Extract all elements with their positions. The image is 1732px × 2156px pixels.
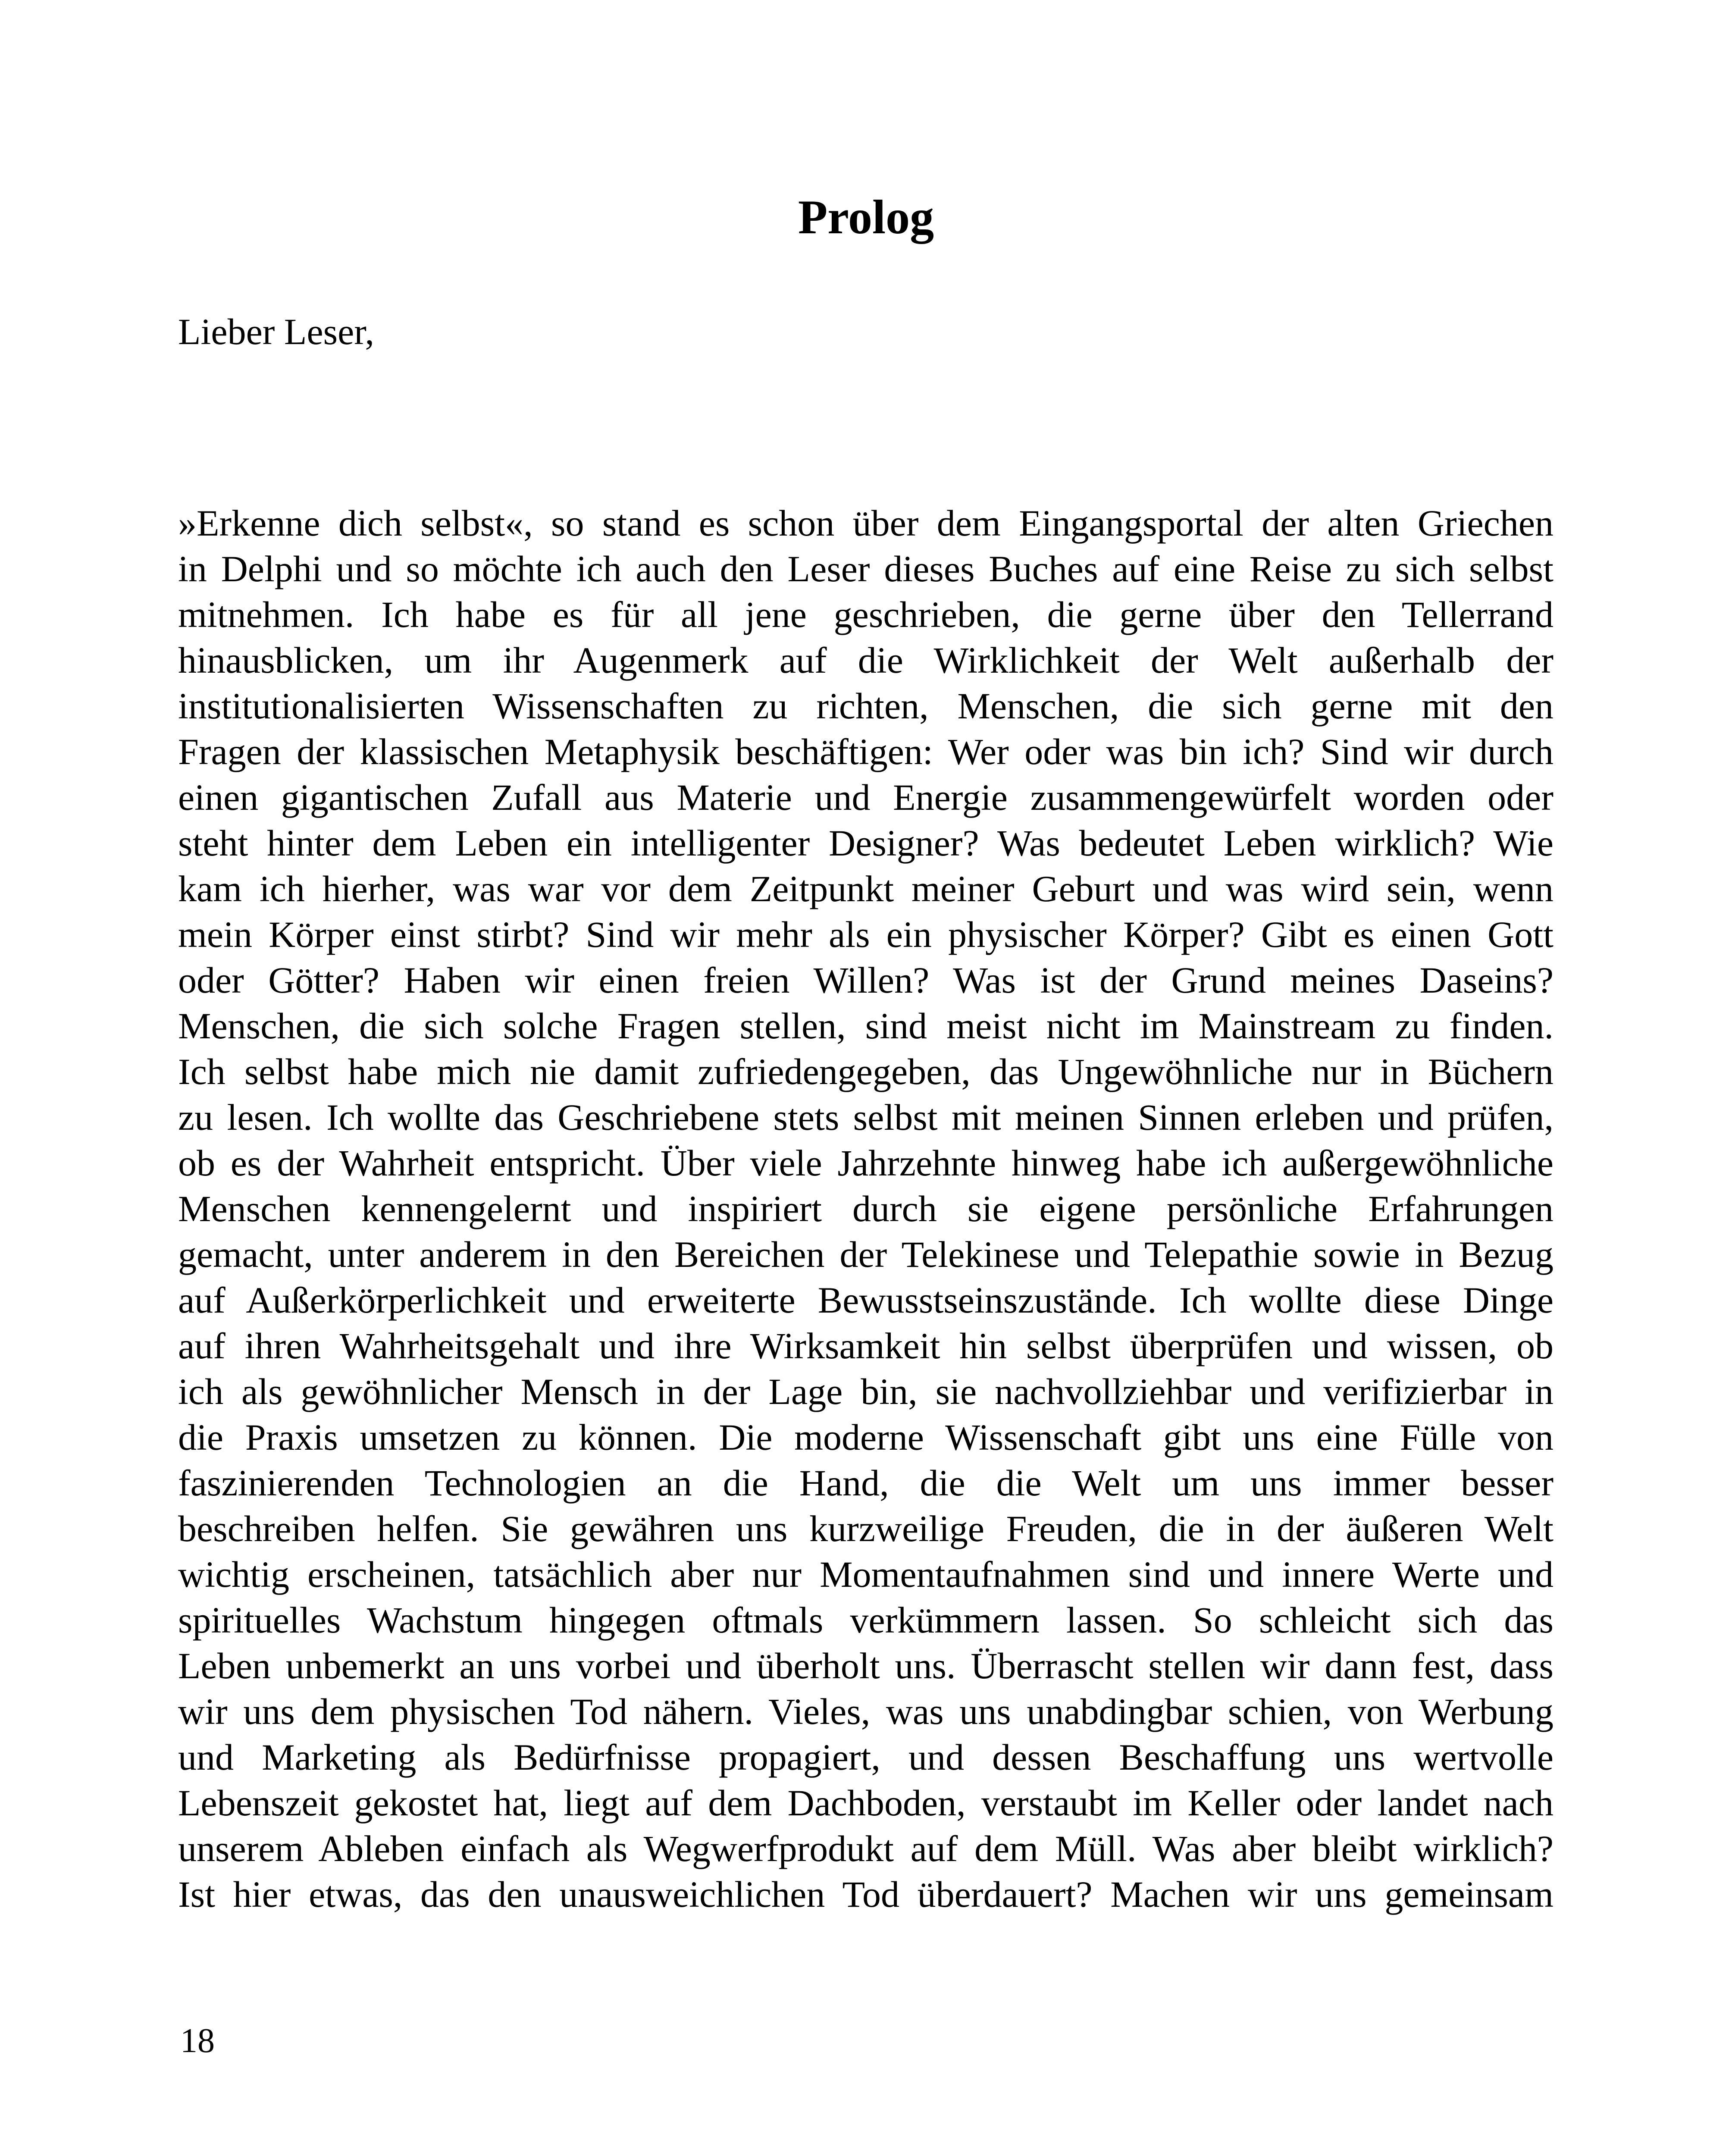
text-line: »Erkenne dich selbst«, so stand es schon über dem Eingangsportal der alten Griechen xyxy=(178,502,1553,544)
body-text xyxy=(178,500,1553,1917)
text-line: die Praxis umsetzen zu können. Die moderne Wissenschaft gibt uns eine Fülle von xyxy=(178,1416,1553,1458)
text-line: Menschen kennengelernt und inspiriert durch sie eigene persönliche Erfahrungen xyxy=(178,1188,1553,1229)
text-line: institutionalisierten Wissenschaften zu richten, Menschen, die sich gerne mit den xyxy=(178,685,1553,727)
text-line: mein Körper einst stirbt? Sind wir mehr als ein physischer Körper? Gibt es einen Gott xyxy=(178,914,1553,955)
text-line: Leben unbemerkt an uns vorbei und überholt uns. Überrascht stellen wir dann fest, dass xyxy=(178,1645,1553,1686)
text-line: ich als gewöhnlicher Mensch in der Lage bin, sie nachvollziehbar und verifizierbar in xyxy=(178,1371,1553,1412)
text-line: Menschen, die sich solche Fragen stellen, sind meist nicht im Mainstream zu finden. xyxy=(178,1005,1553,1047)
text-line: und Marketing als Bedürfnisse propagiert, und dessen Beschaffung uns wertvolle xyxy=(178,1736,1553,1778)
text-line: steht hinter dem Leben ein intelligenter Designer? Was bedeutet Leben wirklich? Wie xyxy=(178,822,1553,864)
text-line: Lebenszeit gekostet hat, liegt auf dem Dachboden, verstaubt im Keller oder landet nach xyxy=(178,1782,1553,1824)
text-line: Ist hier etwas, das den unausweichlichen Tod überdauert? Machen wir uns gemeinsam xyxy=(178,1874,1553,1915)
text-line: zu lesen. Ich wollte das Geschriebene stets selbst mit meinen Sinnen erleben und prüfen, xyxy=(178,1097,1553,1138)
text-line: spirituelles Wachstum hingegen oftmals verkümmern lassen. So schleicht sich das xyxy=(178,1599,1553,1641)
text-line: oder Götter? Haben wir einen freien Willen? Was ist der Grund meines Daseins? xyxy=(178,959,1553,1001)
text-line: Fragen der klassischen Metaphysik beschäftigen: Wer oder was bin ich? Sind wir durch xyxy=(178,731,1553,772)
salutation: Lieber Leser, xyxy=(178,311,374,352)
text-line: in Delphi und so möchte ich auch den Leser dieses Buches auf eine Reise zu sich selbst xyxy=(178,548,1553,589)
text-line: beschreiben helfen. Sie gewähren uns kurzweilige Freuden, die in der äußeren Welt xyxy=(178,1508,1553,1549)
text-line: auf ihren Wahrheitsgehalt und ihre Wirksamkeit hin selbst überprüfen und wissen, ob xyxy=(178,1325,1553,1366)
text-line: ob es der Wahrheit entspricht. Über viele Jahrzehnte hinweg habe ich außergewöhnliche xyxy=(178,1142,1553,1184)
text-line: wichtig erscheinen, tatsächlich aber nur Momentaufnahmen sind und innere Werte und xyxy=(178,1554,1553,1595)
text-line: hinausblicken, um ihr Augenmerk auf die Wirklichkeit der Welt außerhalb der xyxy=(178,639,1553,681)
text-line: unserem Ableben einfach als Wegwerfprodukt auf dem Müll. Was aber bleibt wirklich? xyxy=(178,1828,1553,1869)
text-line: Ich selbst habe mich nie damit zufriedengegeben, das Ungewöhnliche nur in Büchern xyxy=(178,1051,1553,1092)
text-line: einen gigantischen Zufall aus Materie und Energie zusammengewürfelt worden oder xyxy=(178,777,1553,818)
text-line: faszinierenden Technologien an die Hand, die die Welt um uns immer besser xyxy=(178,1462,1553,1504)
text-line: kam ich hierher, was war vor dem Zeitpunkt meiner Geburt und was wird sein, wenn xyxy=(178,868,1553,909)
text-line: wir uns dem physischen Tod nähern. Vieles, was uns unabdingbar schien, von Werbung xyxy=(178,1691,1553,1732)
text-line: gemacht, unter anderem in den Bereichen der Telekinese und Telepathie sowie in Bezug xyxy=(178,1234,1553,1275)
text-line: auf Außerkörperlichkeit und erweiterte Bewusstseinszustände. Ich wollte diese Dinge xyxy=(178,1279,1553,1321)
text-line: mitnehmen. Ich habe es für all jene geschrieben, die gerne über den Tellerrand xyxy=(178,594,1553,635)
page-number: 18 xyxy=(180,2022,215,2060)
chapter-title: Prolog xyxy=(798,191,934,244)
